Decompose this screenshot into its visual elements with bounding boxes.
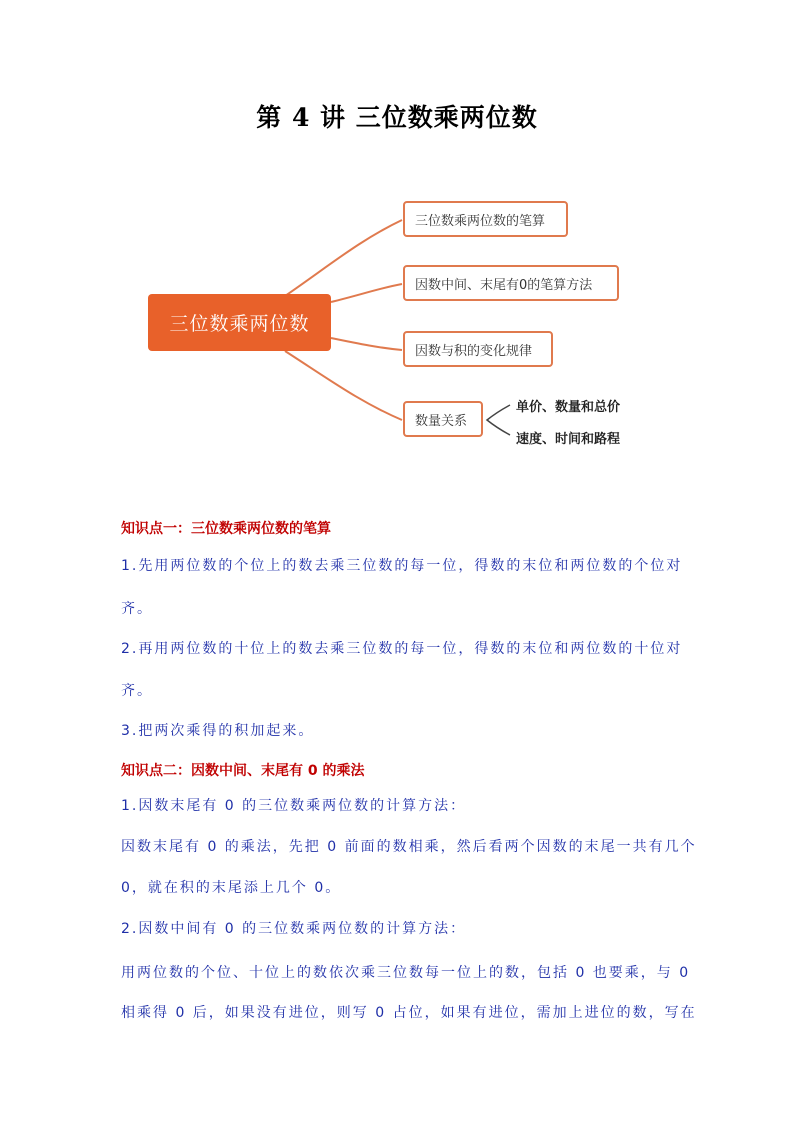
section-2-line: 因数末尾有 0 的乘法，先把 0 前面的数相乘，然后看两个因数的末尾一共有几个 <box>121 839 697 855</box>
leaf-speed-time-distance: 速度、时间和路程 <box>516 432 621 447</box>
section-2-line: 相乘得 0 后，如果没有进位，则写 0 占位，如果有进位，需加上进位的数，写在 <box>121 1005 697 1021</box>
section-1-heading: 知识点一：三位数乘两位数的笔算 <box>121 521 331 537</box>
section-2-line: 1.因数末尾有 0 的三位数乘两位数的计算方法： <box>121 798 467 814</box>
mind-map-connectors <box>0 180 794 470</box>
section-1-line: 3.把两次乘得的积加起来。 <box>121 723 315 739</box>
section-1-line: 2.再用两位数的十位上的数去乘三位数的每一位，得数的末位和两位数的十位对 <box>121 641 683 657</box>
section-1-line: 齐。 <box>121 601 153 617</box>
section-2-line: 2.因数中间有 0 的三位数乘两位数的计算方法： <box>121 921 467 937</box>
page-title: 第 4 讲 三位数乘两位数 <box>256 103 538 132</box>
section-1-line: 齐。 <box>121 683 153 699</box>
mind-map <box>0 180 794 470</box>
section-2-line: 用两位数的个位、十位上的数依次乘三位数每一位上的数，包括 0 也要乘，与 0 <box>121 965 691 981</box>
connector-4 <box>285 351 402 420</box>
connector-2 <box>331 284 402 302</box>
branch-quantity-relation: 数量关系 <box>403 401 483 437</box>
branch-zero-factor-method: 因数中间、末尾有0的笔算方法 <box>403 265 619 301</box>
connector-3 <box>331 338 402 350</box>
branch-written-calculation: 三位数乘两位数的笔算 <box>403 201 568 237</box>
leaf-price-quantity-total: 单价、数量和总价 <box>516 400 621 415</box>
connector-1 <box>285 220 402 296</box>
branch-factor-product-rule: 因数与积的变化规律 <box>403 331 553 367</box>
leaf-bracket <box>487 405 510 435</box>
section-1-line: 1.先用两位数的个位上的数去乘三位数的每一位，得数的末位和两位数的个位对 <box>121 558 683 574</box>
section-2-line: 0，就在积的末尾添上几个 0。 <box>121 880 342 896</box>
mind-map-root: 三位数乘两位数 <box>148 294 331 351</box>
section-2-heading: 知识点二：因数中间、末尾有 0 的乘法 <box>121 763 365 779</box>
